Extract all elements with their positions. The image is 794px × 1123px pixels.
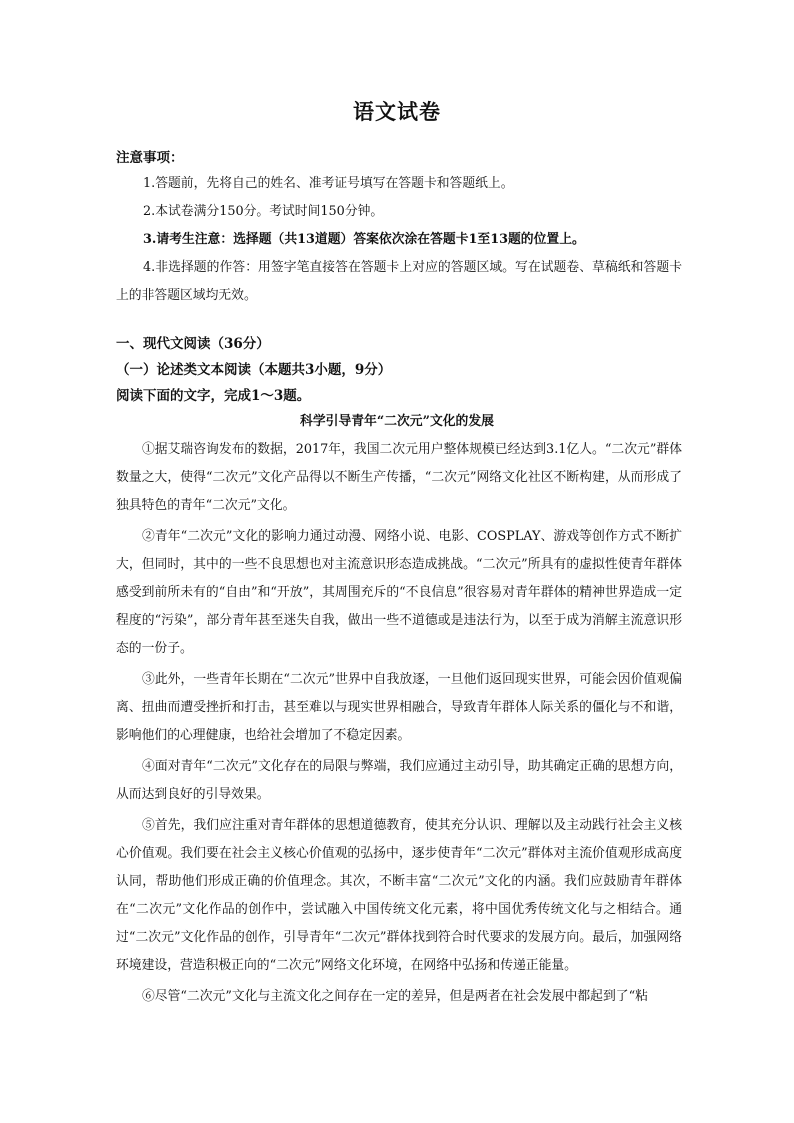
notice-heading: 注意事项： bbox=[116, 150, 184, 166]
notice-item: 3.请考生注意：选择题（共13道题）答案依次涂在答题卡1至13题的位置上。 bbox=[143, 232, 585, 247]
section-instruction: 阅读下面的文字，完成1～3题。 bbox=[116, 388, 311, 404]
notice-item: 4.非选择题的作答：用签字笔直接答在答题卡上对应的答题区域。写在试题卷、草稿纸和答题卡上的非答题区域均无效。 bbox=[116, 260, 682, 303]
notice-list bbox=[116, 170, 682, 310]
article-paragraph: ②青年“二次元”文化的影响力通过动漫、网络小说、电影、COSPLAY、游戏等创作方式不断扩大，但同时，其中的一些不良思想也对主流意识形态造成挑战。“二次元”所具有的虚拟性使青年群体感受到前所未有的“自由”和“开放”，其周围充斥的“不良信息”很容易对青年群体的精神世界造成一定程度的“污染”，部分青年甚至迷失自我，做出一些不道德或是违法行为，以至于成为消解主流意识形态的一份子。 bbox=[116, 529, 682, 656]
article-paragraph: ⑥尽管“二次元”文化与主流文化之间存在一定的差异，但是两者在社会发展中都起到了“粘 bbox=[142, 989, 648, 1004]
section-subheading: （一）论述类文本阅读（本题共3小题，9分） bbox=[116, 362, 392, 378]
article-paragraph: ①据艾瑞咨询发布的数据，2017年，我国二次元用户整体规模已经达到3.1亿人。“二次元”群体数量之大，使得“二次元”文化产品得以不断生产传播，“二次元”网络文化社区不断构建，从而形成了独具特色的青年“二次元”文化。 bbox=[116, 442, 682, 513]
article-paragraph: ⑤首先，我们应注重对青年群体的思想道德教育，使其充分认识、理解以及主动践行社会主义核心价值观。我们要在社会主义核心价值观的弘扬中，逐步使青年“二次元”群体对主流价值观形成高度认同，帮助他们形成正确的价值理念。其次，不断丰富“二次元”文化的内涵。我们应鼓励青年群体在“二次元”文化作品的创作中，尝试融入中国传统文化元素，将中国优秀传统文化与之相结合。通过“二次元”文化作品的创作，引导青年“二次元”群体找到符合时代要求的发展方向。最后，加强网络环境建设，营造积极正向的“二次元”网络文化环境，在网络中弘扬和传递正能量。 bbox=[116, 818, 682, 973]
article-paragraph: ③此外，一些青年长期在“二次元”世界中自我放逐，一旦他们返回现实世界，可能会因价值观偏离、扭曲而遭受挫折和打击，甚至难以与现实世界相融合，导致青年群体人际关系的僵化与不和谐，影响他们的心理健康，也给社会增加了不稳定因素。 bbox=[116, 672, 682, 743]
article-body bbox=[116, 436, 682, 1014]
notice-item: 1.答题前，先将自己的姓名、准考证号填写在答题卡和答题纸上。 bbox=[143, 176, 514, 191]
article-paragraph: ④面对青年“二次元”文化存在的局限与弊端，我们应通过主动引导，助其确定正确的思想方向，从而达到良好的引导效果。 bbox=[116, 759, 682, 802]
article-title: 科学引导青年“二次元”文化的发展 bbox=[300, 414, 494, 429]
notice-item: 2.本试卷满分150分。考试时间150分钟。 bbox=[143, 204, 384, 219]
page-title: 语文试卷 bbox=[353, 99, 441, 124]
section-heading: 一、现代文阅读（36分） bbox=[116, 336, 270, 352]
